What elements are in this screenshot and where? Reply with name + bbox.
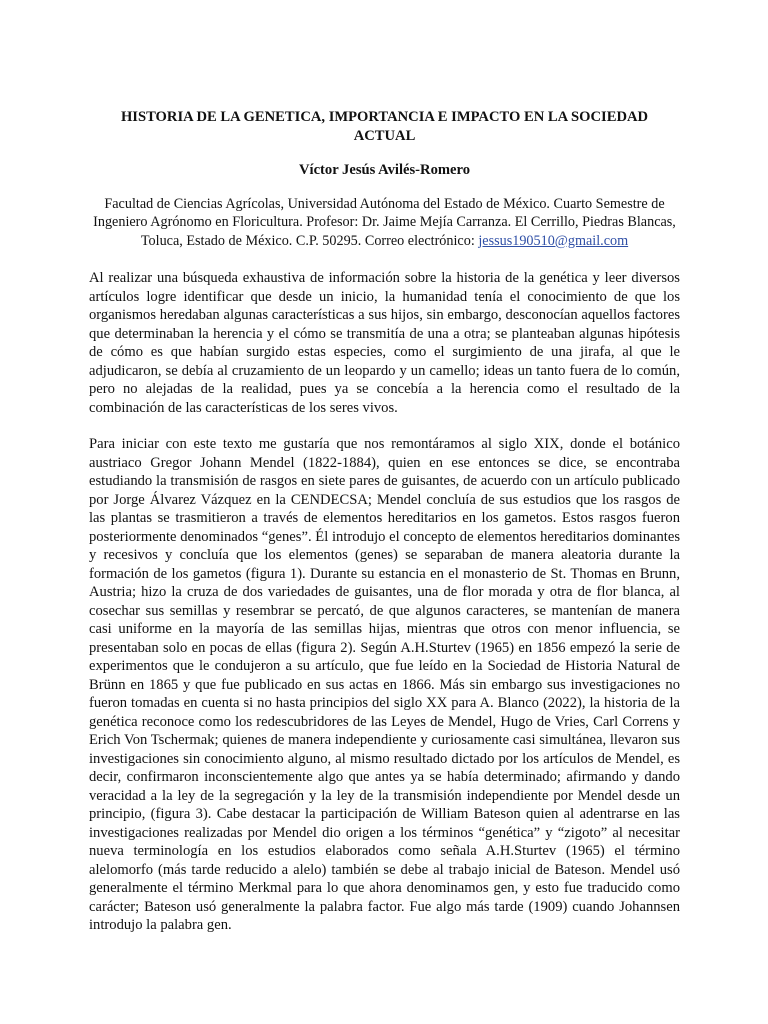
paragraph-introduction: Al realizar una búsqueda exhaustiva de información sobre la historia de la genética y leer diversos artículos logre identificar que desde un inicio, la humanidad tenía el conocimiento de que los organismos heredaban algunas características a sus hijos, sin embargo, desconocían aquellos factores que determinaban la herencia y el cómo se transmitía de una a otra; se planteaban algunas hipótesis de cómo es que habían surgido estas especies, como el surgimiento de una jirafa, al que le adjudicaron, se debía al cruzamiento de un leopardo y un camello; ideas un tanto fuera de lo común, pero no alejadas de la realidad, pues ya se concebía a la herencia como el resultado de la combinación de las características de los seres vivos.: [89, 270, 680, 416]
paragraph-mendel-history: Para iniciar con este texto me gustaría que nos remontáramos al siglo XIX, donde el botánico austriaco Gregor Johann Mendel (1822-1884), quien en ese entonces se dice, se encontraba estudiando la transmisión de rasgos en siete pares de guisantes, de acuerdo con un artículo publicado por Jorge Álvarez Vázquez en la CENDECSA; Mendel concluía de sus estudios que los rasgos de las plantas se trasmitieron a través de elementos hereditarios en los gametos. Estos rasgos fueron posteriormente denominados “genes”. Él introdujo el concepto de elementos hereditarios dominantes y recesivos y concluía que los elementos (genes) se separaban de manera aleatoria durante la formación de los gametos (figura 1). Durante su estancia en el monasterio de St. Thomas en Brunn, Austria; hizo la cruza de dos variedades de guisantes, una de flor morada y otra de flor blanca, al cosechar sus semillas y resembrar se percató, de que algunos caracteres, se mantenían de manera casi uniforme en la mayoría de las semillas hijas, mientras que otros con menor influencia, se presentaban solo en pocas de ellas (figura 2). Según A.H.Sturtev (1965) en 1856 empezó la serie de experimentos que le condujeron a su artículo, que fue leído en la Sociedad de Historia Natural de Brünn en 1865 y que fue publicado en sus actas en 1866. Más sin embargo sus investigaciones no fueron tomadas en cuenta si no hasta principios del siglo XX para A. Blanco (2022), la historia de la genética reconoce como los redescubridores de las Leyes de Mendel, Hugo de Vries, Carl Correns y Erich Von Tschermak; quienes de manera independiente y curiosamente casi simultánea, llevaron sus investigaciones sin conocimiento alguno, al mismo resultado dictado por los artículos de Mendel, es decir, confirmaron inconscientemente algo que antes ya se había determinado; afirmando y dando veracidad a la ley de la segregación y la ley de la transmisión independiente por Mendel desde un principio, (figura 3). Cabe destacar la participación de William Bateson quien al adentrarse en las investigaciones realizadas por Mendel dio origen a los términos “genética” y “zigoto” al necesitar nueva terminología en los estudios elaborados como señala A.H.Sturtev (1965) el término alelomorfo (más tarde reducido a alelo) también se debe al trabajo inicial de Bateson. Mendel usó generalmente el término Merkmal para lo que ahora denominamos gen, y esto fue traducido como carácter; Bateson usó generalmente la palabra factor. Fue algo más tarde (1909) cuando Johannsen introdujo la palabra gen.: [89, 436, 680, 934]
document-page: [89, 108, 680, 935]
author-affiliation: [89, 195, 680, 250]
email-link[interactable]: jessus190510@gmail.com: [478, 232, 629, 249]
author-name: Víctor Jesús Avilés-Romero: [298, 162, 471, 178]
document-title: HISTORIA DE LA GENETICA, IMPORTANCIA E IMPACTO EN LA SOCIEDAD ACTUAL: [120, 109, 649, 144]
affiliation-text: Facultad de Ciencias Agrícolas, Universidad Autónoma del Estado de México. Cuarto Semestre de Ingeniero Agrónomo en Floricultura. Profesor: Dr. Jaime Mejía Carranza. El Cerrillo, Piedras Blancas, Toluca, Estado de México. C.P. 50295. Correo electrónico:: [93, 196, 676, 249]
